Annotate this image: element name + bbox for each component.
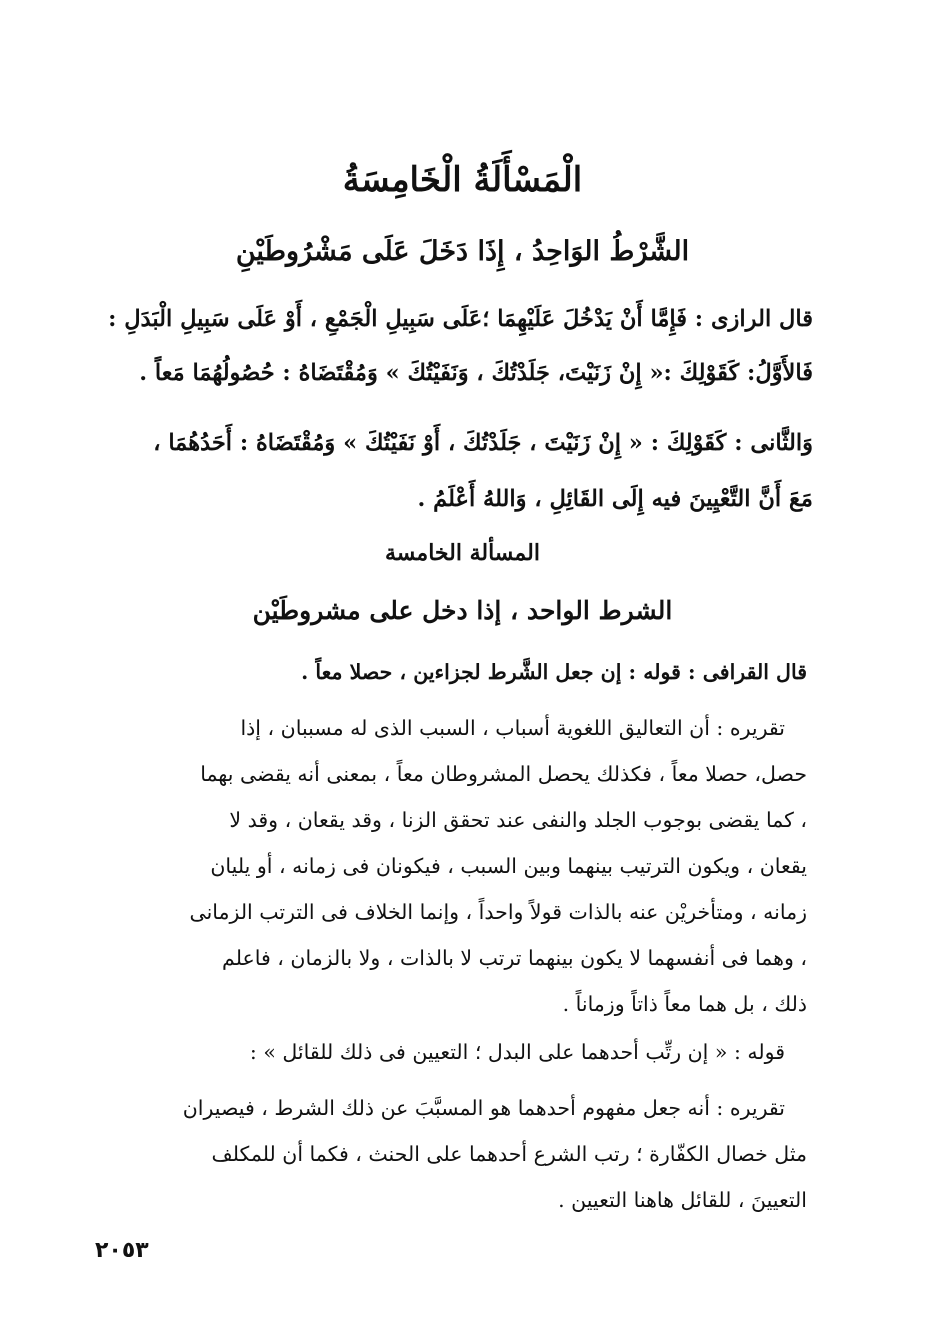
taqrir2-line-3: التعيينَ ، للقائل هاهنا التعيين . (558, 1188, 807, 1212)
taqrir1-line-6: ، وهما فى أنفسهما لا يكون بينهما ترتب لا بالذات ، ولا بالزمان ، فاعلم (222, 946, 807, 970)
qarafi-intro: قال القرافى : قوله : إن جعل الشَّرط لجزاءين ، حصلا معاً . (301, 660, 807, 684)
razi-line-1: قال الرازى : فَإِمَّا أَنْ يَدْخُلَ عَلَيْهِمَا ؛عَلَى سَبِيلِ الْجَمْعِ ، أَوْ عَلَى سَبِيلِ الْبَدَلِ : (108, 306, 813, 332)
razi-line-2: فَالأَوَّلُ: كَقَوْلِكَ :« إِنْ زَنَيْتَ، جَلَدْتُكَ ، وَنَفَيْتُكَ » وَمُقْتَضَاهُ : حُصُولُهُمَا مَعاً . (139, 360, 813, 386)
razi-line-3: وَالثَّانى : كَقَوْلِكَ : « إِنْ زَنَيْتَ ، جَلَدْتُكَ ، أَوْ نَفَيْتُكَ » وَمُقْتَضَاهُ : أَحَدُهُمَا ، (153, 430, 813, 456)
taqrir1-line-7: ذلك ، بل هما معاً ذاتاً وزماناً . (562, 992, 807, 1016)
taqrir1-line-3: ، كما يقضى بوجوب الجلد والنفى عند تحقق الزنا ، وقد يقعان ، وقد لا (229, 808, 807, 832)
chapter-heading-diacritic: الْمَسْأَلَةُ الْخَامِسَةُ (342, 160, 583, 200)
chapter-subheading-diacritic: الشَّرْطُ الوَاحِدُ ، إِذَا دَخَلَ عَلَى مَشْرُوطَيْنِ (235, 236, 690, 267)
taqrir1-line-1: تقريره : أن التعاليق اللغوية أسباب ، السبب الذى له مسببان ، إذا (240, 716, 785, 740)
razi-line-4: مَعَ أَنَّ التَّعْيِينَ فيه إِلَى القَائِلِ ، وَاللهُ أَعْلَمُ . (417, 486, 813, 512)
qawluh-2: قوله : « إن رتِّب أحدهما على البدل ؛ التعيين فى ذلك للقائل » : (249, 1040, 785, 1064)
page-number: ٢٠٥٣ (95, 1238, 149, 1263)
taqrir1-line-2: حصل، حصلا معاً ، فكذلك يحصل المشروطان معاً ، بمعنى أنه يقضى بهما (200, 762, 807, 786)
section-subheading-plain: الشرط الواحد ، إذا دخل على مشروطَيْن (252, 596, 673, 625)
taqrir1-line-5: زمانه ، ومتأخريْن عنه بالذات قولاً واحداً ، وإنما الخلاف فى الترتب الزمانى (189, 900, 807, 924)
taqrir2-line-1: تقريره : أنه جعل مفهوم أحدهما هو المسبَّبَ عن ذلك الشرط ، فيصيران (182, 1096, 785, 1120)
section-heading-plain: المسألة الخامسة (385, 540, 540, 566)
taqrir1-line-4: يقعان ، ويكون الترتيب بينهما وبين السبب ، فيكونان فى زمانه ، أو يليان (210, 854, 807, 878)
taqrir2-line-2: مثل خصال الكفّارة ؛ رتب الشرع أحدهما على الحنث ، فكما أن للمكلف (211, 1142, 807, 1166)
